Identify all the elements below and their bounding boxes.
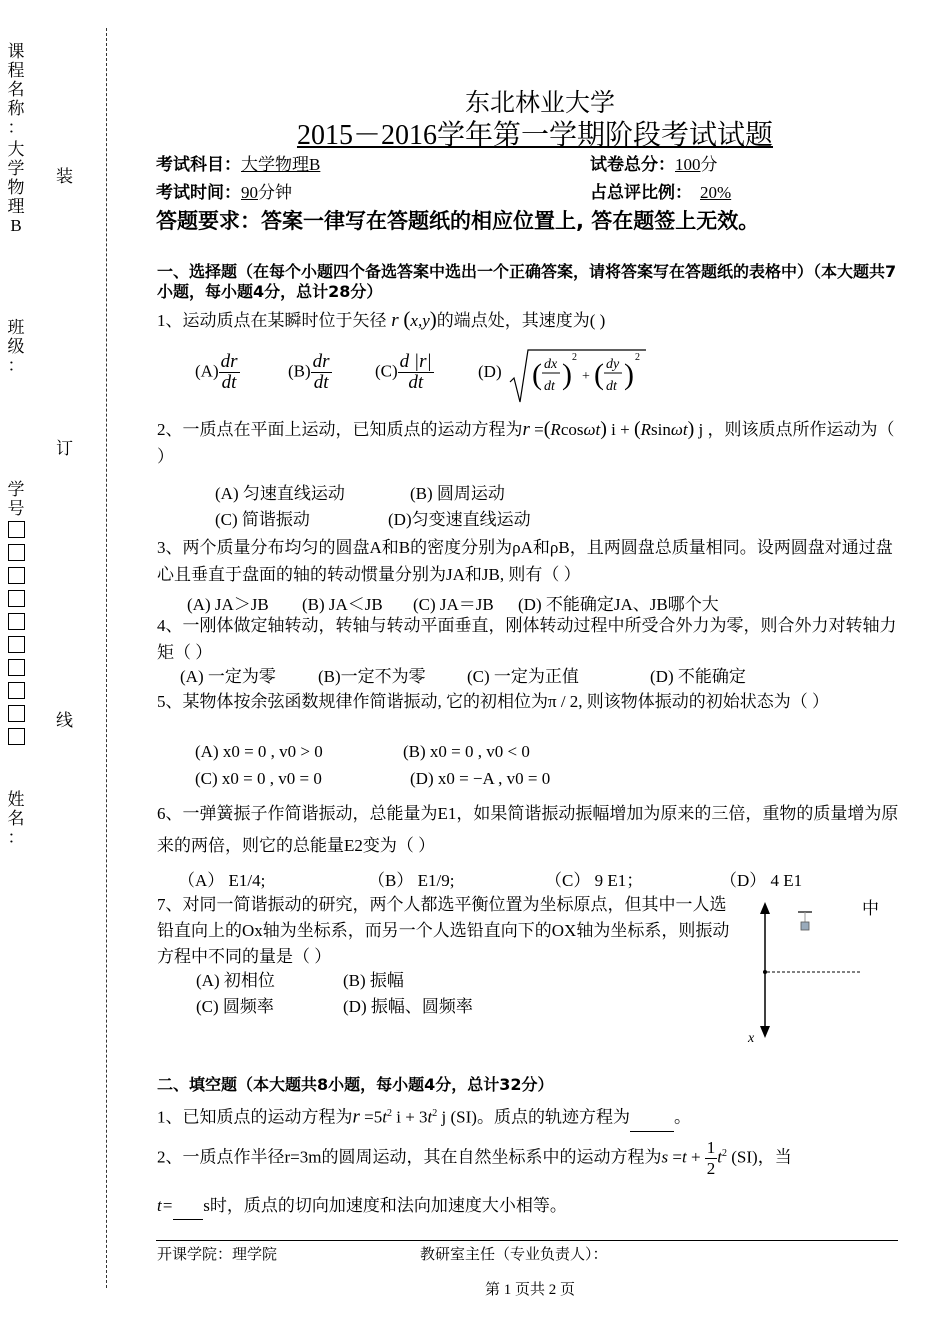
page-number: 第 1 页共 2 页 (484, 1282, 575, 1298)
svg-text:dx: dx (543, 357, 558, 372)
time-label: 考试时间： (156, 183, 241, 203)
q2-stem: 2、一质点在平面上运动，已知质点的运动方程为r =(Rcosωt) i + (Rsinωt) j ，则该质点所作运动为（ ） (157, 418, 895, 466)
q3-option-a: (A) JA＞JB (187, 595, 269, 614)
section2-title: 二、填空题（本大题共8小题，每小题4分，总计32分） (157, 1075, 554, 1094)
q3-stem: 3、两个质量分布均匀的圆盘A和B的密度分别为ρA和ρB，且两圆盘总质量相同。设两圆盘对通过盘心且垂直于盘面的轴的转动惯量分别为JA和JB, 则有（ ） (157, 538, 893, 584)
q2-option-d: (D)匀变速直线运动 (388, 510, 531, 529)
q6-option-c: （C） 9 E1； (545, 871, 644, 890)
q1-option-b: (B) $\frac{dr}{dt}$ (288, 351, 330, 393)
fill-q2-line2: t= s时，质点的切向加速度和法向加速度大小相等。 (157, 1192, 899, 1220)
q7-option-a: (A) 初相位 (196, 971, 275, 990)
total-value: 100 (675, 155, 701, 174)
id-boxes (6, 518, 26, 751)
q4-option-b: (B)一定不为零 (318, 667, 426, 686)
q2-option-b: (B) 圆周运动 (410, 484, 505, 503)
q1-option-d: (D) ( dx dt ) 2 + ( dy dt ) 2 (478, 346, 648, 408)
fill-q1: 1、已知质点的运动方程为$r =5t^2$ $i + 3t^2$ j (SI)。质点的轨迹方程为 。 (157, 1100, 899, 1132)
svg-text:2: 2 (634, 352, 640, 363)
margin-id-label: 学 号 (7, 480, 25, 518)
svg-text:): ) (561, 358, 572, 391)
q1-option-c: (C) $\frac{d |r|}{dt}$ (375, 351, 432, 393)
footer-divider (156, 1240, 898, 1241)
margin-course-label: 课 程 名 称 ： (7, 42, 25, 137)
q4-option-d: (D) 不能确定 (650, 667, 746, 686)
footer-college: 开课学院：理学院 (157, 1247, 278, 1263)
q4-option-a: (A) 一定为零 (180, 667, 276, 686)
bind-mark-xian: 线 (56, 711, 73, 730)
time-row: 考试时间：90分钟 (156, 183, 292, 203)
fill-q2: 2、一质点作半径r=3m的圆周运动，其在自然坐标系中的运动方程为s =t + $\frac{1}{2}$ $t^2$ (SI)，当 (157, 1138, 792, 1178)
q1-option-a: (A) $\frac{dr}{dt}$ (195, 351, 238, 393)
q4-stem: 4、一刚体做定轴转动，转轴与转动平面垂直，刚体转动过程中所受合外力为零，则合外力对转轴力矩（ ） (157, 616, 897, 662)
bind-mark-zhuang: 装 (56, 167, 73, 186)
svg-text:+: + (581, 369, 590, 384)
fill-q2-blank[interactable] (173, 1192, 203, 1220)
q5-option-a: (A) x0 = 0 , v0 > 0 (195, 742, 323, 761)
q7-side-char: 中 (862, 899, 879, 918)
svg-text:dy: dy (605, 357, 620, 372)
q7-stem: 7、对同一简谐振动的研究，两个人都选平衡位置为坐标原点，但其中一人选铅直向上的Ox轴为坐标系，而另一个人选铅直向下的OX轴为坐标系，则振动方程中不同的量是（ ） (157, 895, 730, 966)
svg-text:(: ( (531, 358, 542, 391)
ratio-value: 20% (700, 183, 732, 202)
section1-title: 一、选择题（在每个小题四个备选答案中选出一个正确答案，请将答案写在答题纸的表格中）（本大题共7小题，每小题4分，总计28分） (157, 262, 897, 301)
q7-option-c: (C) 圆频率 (196, 997, 274, 1016)
q6-stem: 6、一弹簧振子作简谐振动，总能量为E1，如果简谐振动振幅增加为原来的三倍，重物的质量增为原来的两倍，则它的总能量E2变为（ ） (157, 804, 899, 855)
margin-name-label: 姓 名 ： (7, 790, 25, 847)
margin-course-value: 大 学 物 理 B (7, 140, 25, 235)
q3-option-d: (D) 不能确定JA、JB哪个大 (518, 595, 719, 614)
q5-option-d: (D) x0 = −A , v0 = 0 (410, 769, 551, 788)
q4-option-c: (C) 一定为正值 (467, 667, 579, 686)
svg-text:dt: dt (605, 379, 617, 394)
q7-option-b: (B) 振幅 (343, 971, 404, 990)
school-name: 东北林业大学 (464, 90, 615, 117)
subject-value: 大学物理B (241, 155, 321, 174)
q3-option-b: (B) JA＜JB (302, 595, 383, 614)
q5-option-c: (C) x0 = 0 , v0 = 0 (195, 769, 322, 788)
footer-director: 教研室主任（专业负责人）： (420, 1247, 608, 1263)
subject-row (156, 150, 320, 175)
axis-x-label: x (748, 1031, 755, 1046)
total-row: 试卷总分：100分 (590, 155, 718, 175)
ratio-label: 占总评比例： (590, 183, 692, 203)
fill-q1-blank[interactable] (630, 1104, 674, 1132)
q6-option-a: （A） E1/4; (178, 871, 266, 890)
svg-text:(: ( (593, 358, 604, 391)
bind-mark-ding: 订 (56, 439, 73, 458)
subject-label: 考试科目： (156, 155, 241, 175)
binding-line (106, 28, 107, 1288)
total-label: 试卷总分： (590, 155, 675, 175)
exam-title: 2015－2016学年第一学期阶段考试试题 (296, 120, 773, 151)
q2-option-a: (A) 匀速直线运动 (215, 484, 345, 503)
ratio-row (590, 178, 731, 203)
q3-option-c: (C) JA＝JB (413, 595, 494, 614)
spring-oscillator-diagram (740, 900, 880, 1050)
q6-option-b: （B） E1/9; (368, 871, 455, 890)
answer-requirement: 答题要求：答案一律写在答题纸的相应位置上, 答在题签上无效。 (156, 209, 760, 233)
q7-option-d: (D) 振幅、圆频率 (343, 997, 473, 1016)
q5-option-b: (B) x0 = 0 , v0 < 0 (403, 742, 530, 761)
q2-option-c: (C) 简谐振动 (215, 510, 310, 529)
svg-text:): ) (623, 358, 634, 391)
svg-text:dt: dt (543, 379, 555, 394)
svg-text:2: 2 (571, 352, 577, 363)
margin-class-label: 班 级 ： (7, 318, 25, 375)
time-value: 90 (241, 183, 258, 202)
q1-stem: 1、运动质点在某瞬时位于矢径 r (x,y)的端点处，其速度为( ) (157, 307, 606, 331)
sqrt-expression (508, 346, 648, 408)
q5-stem: 5、某物体按余弦函数规律作简谐振动, 它的初相位为π / 2, 则该物体振动的初始状态为（ ） (157, 692, 830, 711)
q6-option-d: （D） 4 E1 (720, 871, 803, 890)
